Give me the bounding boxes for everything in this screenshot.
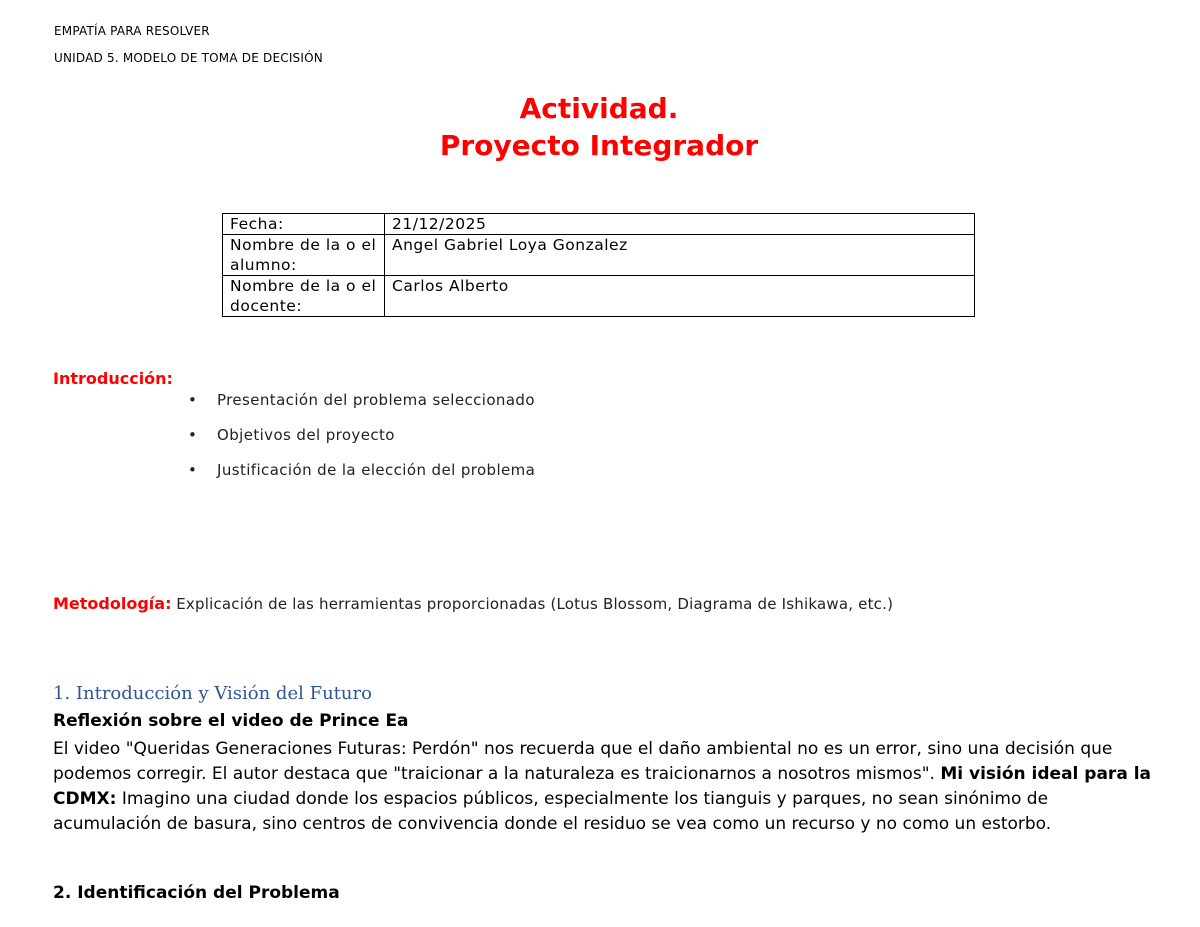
methodology-label: Metodología:	[53, 594, 172, 613]
para-text-1: El video "Queridas Generaciones Futuras: Perdón" nos recuerda que el daño ambiental no es un error, sino una decisión que podemos corregir. El autor destaca que "traicionar a la naturaleza es traicionarnos a nosotros mismos".	[53, 739, 1113, 784]
unit-header: UNIDAD 5. MODELO DE TOMA DE DECISIÓN	[54, 51, 323, 65]
section1-paragraph	[53, 737, 1153, 837]
intro-label: Introducción:	[53, 369, 173, 388]
docente-value: Carlos Alberto	[385, 276, 975, 317]
bullet-text: Justificación de la elección del problema	[217, 461, 536, 479]
table-row	[223, 235, 975, 276]
alumno-value: Angel Gabriel Loya Gonzalez	[385, 235, 975, 276]
section1-subheading: Reflexión sobre el video de Prince Ea	[53, 711, 409, 731]
bullet-text: Objetivos del proyecto	[217, 426, 395, 444]
bullet-text: Presentación del problema seleccionado	[217, 391, 535, 409]
list-item	[188, 390, 535, 425]
fecha-value: 21/12/2025	[385, 214, 975, 235]
bullet-icon: •	[188, 426, 198, 444]
intro-bullet-list	[188, 390, 535, 495]
section2-heading: 2. Identificación del Problema	[53, 883, 340, 903]
methodology-text: Explicación de las herramientas proporcionadas (Lotus Blossom, Diagrama de Ishikawa, etc.)	[176, 595, 894, 613]
activity-title: Actividad.	[519, 92, 679, 125]
alumno-label: Nombre de la o el alumno:	[223, 235, 385, 276]
methodology-line	[53, 594, 893, 613]
section1-heading: 1. Introducción y Visión del Futuro	[53, 683, 372, 704]
bullet-icon: •	[188, 391, 198, 409]
docente-label: Nombre de la o el docente:	[223, 276, 385, 317]
info-table	[222, 213, 975, 317]
fecha-label: Fecha:	[223, 214, 385, 235]
table-row	[223, 276, 975, 317]
bullet-icon: •	[188, 461, 198, 479]
project-title: Proyecto Integrador	[439, 129, 759, 162]
para-text-2: Imagino una ciudad donde los espacios públicos, especialmente los tianguis y parques, no sean sinónimo de acumulación de basura, sino centros de convivencia donde el residuo se vea como un recurso y no como un estorbo.	[53, 789, 1052, 834]
list-item	[188, 425, 535, 460]
course-header: EMPATÍA PARA RESOLVER	[54, 24, 210, 38]
list-item	[188, 460, 535, 495]
para-bold: Mi visión ideal para la CDMX:	[53, 764, 1152, 809]
table-row	[223, 214, 975, 235]
